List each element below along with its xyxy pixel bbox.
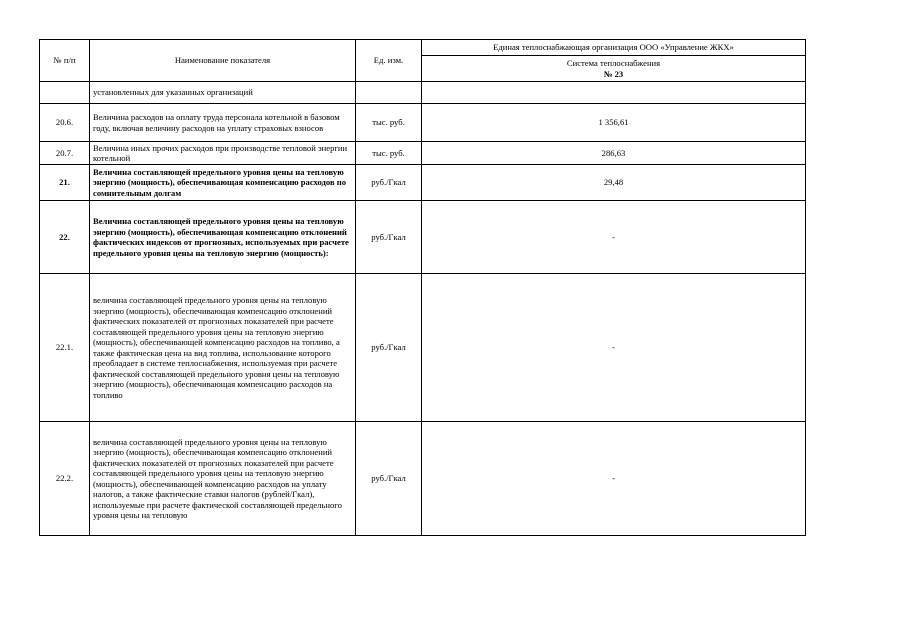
row-unit: руб./Гкал [356, 201, 422, 274]
row-value: 1 356,61 [422, 104, 806, 142]
header-system-label: Система теплоснабжения [566, 58, 661, 68]
indicators-table [39, 39, 806, 536]
header-name: Наименование показателя [90, 40, 356, 82]
header-num: № п/п [40, 40, 90, 82]
table-row [40, 104, 806, 142]
row-unit: руб./Гкал [356, 274, 422, 422]
row-value: - [422, 274, 806, 422]
table-row [40, 165, 806, 201]
row-value: 29,48 [422, 165, 806, 201]
row-name: Величина составляющей предельного уровня цены на тепловую энергию (мощность), обеспечивающая компенсацию отклонений фактических индексов от прогнозных, используемых при расчете предельного уровня цены на тепловую энергию (мощность): [90, 201, 356, 274]
header-system [422, 56, 806, 82]
row-name: Величина иных прочих расходов при производстве тепловой энергии котельной [90, 142, 356, 165]
row-unit: руб./Гкал [356, 165, 422, 201]
header-org: Единая теплоснабжающая организация ООО «Управление ЖКХ» [422, 40, 806, 56]
row-unit: руб./Гкал [356, 422, 422, 536]
row-num: 22. [40, 201, 90, 274]
table-row [40, 422, 806, 536]
row-unit: тыс. руб. [356, 104, 422, 142]
header-system-number: № 23 [603, 68, 624, 79]
row-name: величина составляющей предельного уровня цены на тепловую энергию (мощность), обеспечивающая компенсацию отклонений фактических показателей от прогнозных показателей при расчете составляющей предельного уровня цены на тепловую энергию (мощность), обеспечивающей компенсацию расходов на топливо, а также фактическая цена на вид топлива, использование которого преобладает в системе теплоснабжения, используемая при расчете фактической составляющей предельного уровня цены на тепловую энергию (мощность), обеспечивающая компенсацию расходов на топливо [90, 274, 356, 422]
table-row [40, 142, 806, 165]
continued-value [422, 82, 806, 104]
row-name: Величина расходов на оплату труда персонала котельной в базовом году, включая величину расходов на уплату страховых взносов [90, 104, 356, 142]
continued-name: установленных для указанных организаций [90, 82, 356, 104]
row-value: 286,63 [422, 142, 806, 165]
continued-num [40, 82, 90, 104]
row-value: - [422, 422, 806, 536]
continued-unit [356, 82, 422, 104]
table-row [40, 201, 806, 274]
header-unit: Ед. изм. [356, 40, 422, 82]
row-num: 20.6. [40, 104, 90, 142]
row-unit: тыс. руб. [356, 142, 422, 165]
row-num: 20.7. [40, 142, 90, 165]
table-row [40, 274, 806, 422]
row-num: 22.2. [40, 422, 90, 536]
row-name: Величина составляющей предельного уровня цены на тепловую энергию (мощность), обеспечивающая компенсацию расходов по сомнительным долгам [90, 165, 356, 201]
row-num: 21. [40, 165, 90, 201]
row-name: величина составляющей предельного уровня цены на тепловую энергию (мощность), обеспечивающая компенсацию отклонений фактических показателей от прогнозных показателей при расчете составляющей предельного уровня цены на тепловую энергию (мощность), обеспечивающей компенсацию расходов на уплату налогов, а также фактические ставки налогов (рублей/Гкал), используемые при расчете фактической составляющей предельного уровня цены на тепловую [90, 422, 356, 536]
row-value: - [422, 201, 806, 274]
row-num: 22.1. [40, 274, 90, 422]
